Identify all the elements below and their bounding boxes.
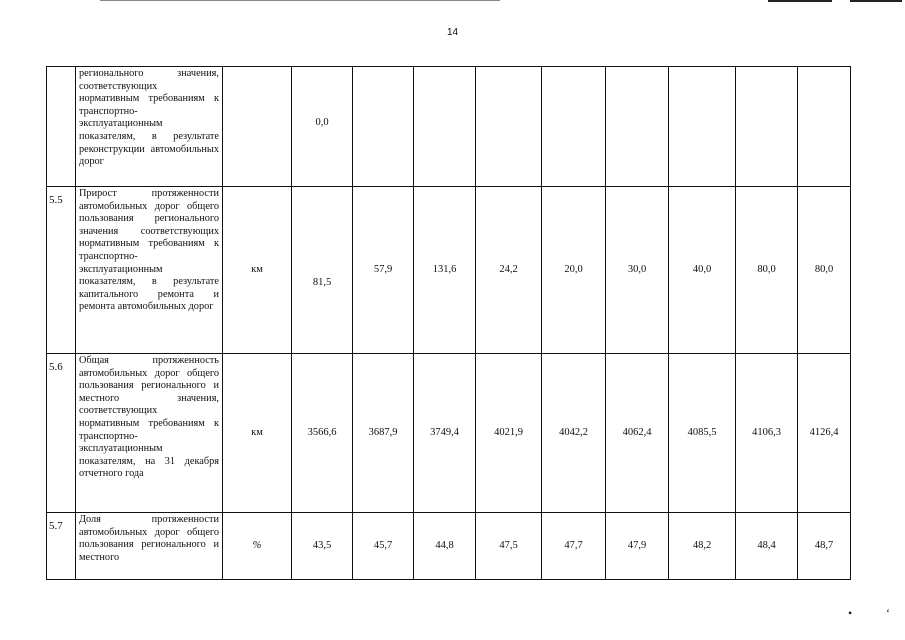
- row-value: 47,7: [542, 513, 606, 580]
- row-description: регионального значения, соответствующих нормативным требованиям к транспортно-эксплуатационным показателям, в результате реконструкции автомобильных дорог: [76, 67, 223, 187]
- row-value: 4021,9: [476, 354, 542, 513]
- scan-artifact-line-left: [100, 0, 500, 1]
- table-row: [47, 67, 851, 187]
- scan-speck-right: ‘: [886, 606, 890, 620]
- row-value: [669, 67, 736, 187]
- row-value: 43,5: [292, 513, 353, 580]
- row-value: [542, 67, 606, 187]
- row-value: 4042,2: [542, 354, 606, 513]
- row-value: 48,7: [798, 513, 851, 580]
- indicators-table: [46, 66, 851, 580]
- row-value: 57,9: [353, 187, 414, 354]
- row-value: 0,0: [292, 67, 353, 187]
- row-value: 20,0: [542, 187, 606, 354]
- row-description: Прирост протяженности автомобильных дорог общего пользования регионального значения соответствующих нормативным требованиям к транспортно-эксплуатационным показателям, в результате капитального ремонта и ремонта автомобильных дорог: [76, 187, 223, 354]
- row-value: [353, 67, 414, 187]
- row-unit: км: [223, 187, 292, 354]
- row-value: 3749,4: [414, 354, 476, 513]
- row-value: [606, 67, 669, 187]
- row-value: 40,0: [669, 187, 736, 354]
- row-value: 30,0: [606, 187, 669, 354]
- row-value: 80,0: [736, 187, 798, 354]
- row-value: 45,7: [353, 513, 414, 580]
- row-number: 5.6: [47, 354, 76, 513]
- scan-artifact-line-right-a: [768, 0, 832, 2]
- row-value: [736, 67, 798, 187]
- row-value: 44,8: [414, 513, 476, 580]
- row-value: 3566,6: [292, 354, 353, 513]
- row-unit: [223, 67, 292, 187]
- scan-speck-left: •: [848, 606, 853, 620]
- row-value: 80,0: [798, 187, 851, 354]
- row-value: 48,4: [736, 513, 798, 580]
- row-value: 48,2: [669, 513, 736, 580]
- page-number: 14: [446, 27, 459, 38]
- row-value: 47,9: [606, 513, 669, 580]
- row-value: 4106,3: [736, 354, 798, 513]
- row-value: 47,5: [476, 513, 542, 580]
- row-value: 81,5: [292, 187, 353, 354]
- row-unit: км: [223, 354, 292, 513]
- table-row: [47, 187, 851, 354]
- row-value: [798, 67, 851, 187]
- row-value: 4126,4: [798, 354, 851, 513]
- row-value: 4085,5: [669, 354, 736, 513]
- row-value: 131,6: [414, 187, 476, 354]
- scan-artifact-line-right-b: [850, 0, 902, 2]
- row-number: 5.5: [47, 187, 76, 354]
- row-value: 4062,4: [606, 354, 669, 513]
- row-description: Общая протяженность автомобильных дорог общего пользования регионального и местного значения, соответствующих нормативным требованиям к транспортно-эксплуатационным показателям, на 31 декабря отчетного года: [76, 354, 223, 513]
- row-number: 5.7: [47, 513, 76, 580]
- row-description: Доля протяженности автомобильных дорог общего пользования регионального и местного: [76, 513, 223, 580]
- row-value: 3687,9: [353, 354, 414, 513]
- row-value: [476, 67, 542, 187]
- row-value: [414, 67, 476, 187]
- row-number: [47, 67, 76, 187]
- table-row: [47, 513, 851, 580]
- table-row: [47, 354, 851, 513]
- row-value: 24,2: [476, 187, 542, 354]
- row-unit: %: [223, 513, 292, 580]
